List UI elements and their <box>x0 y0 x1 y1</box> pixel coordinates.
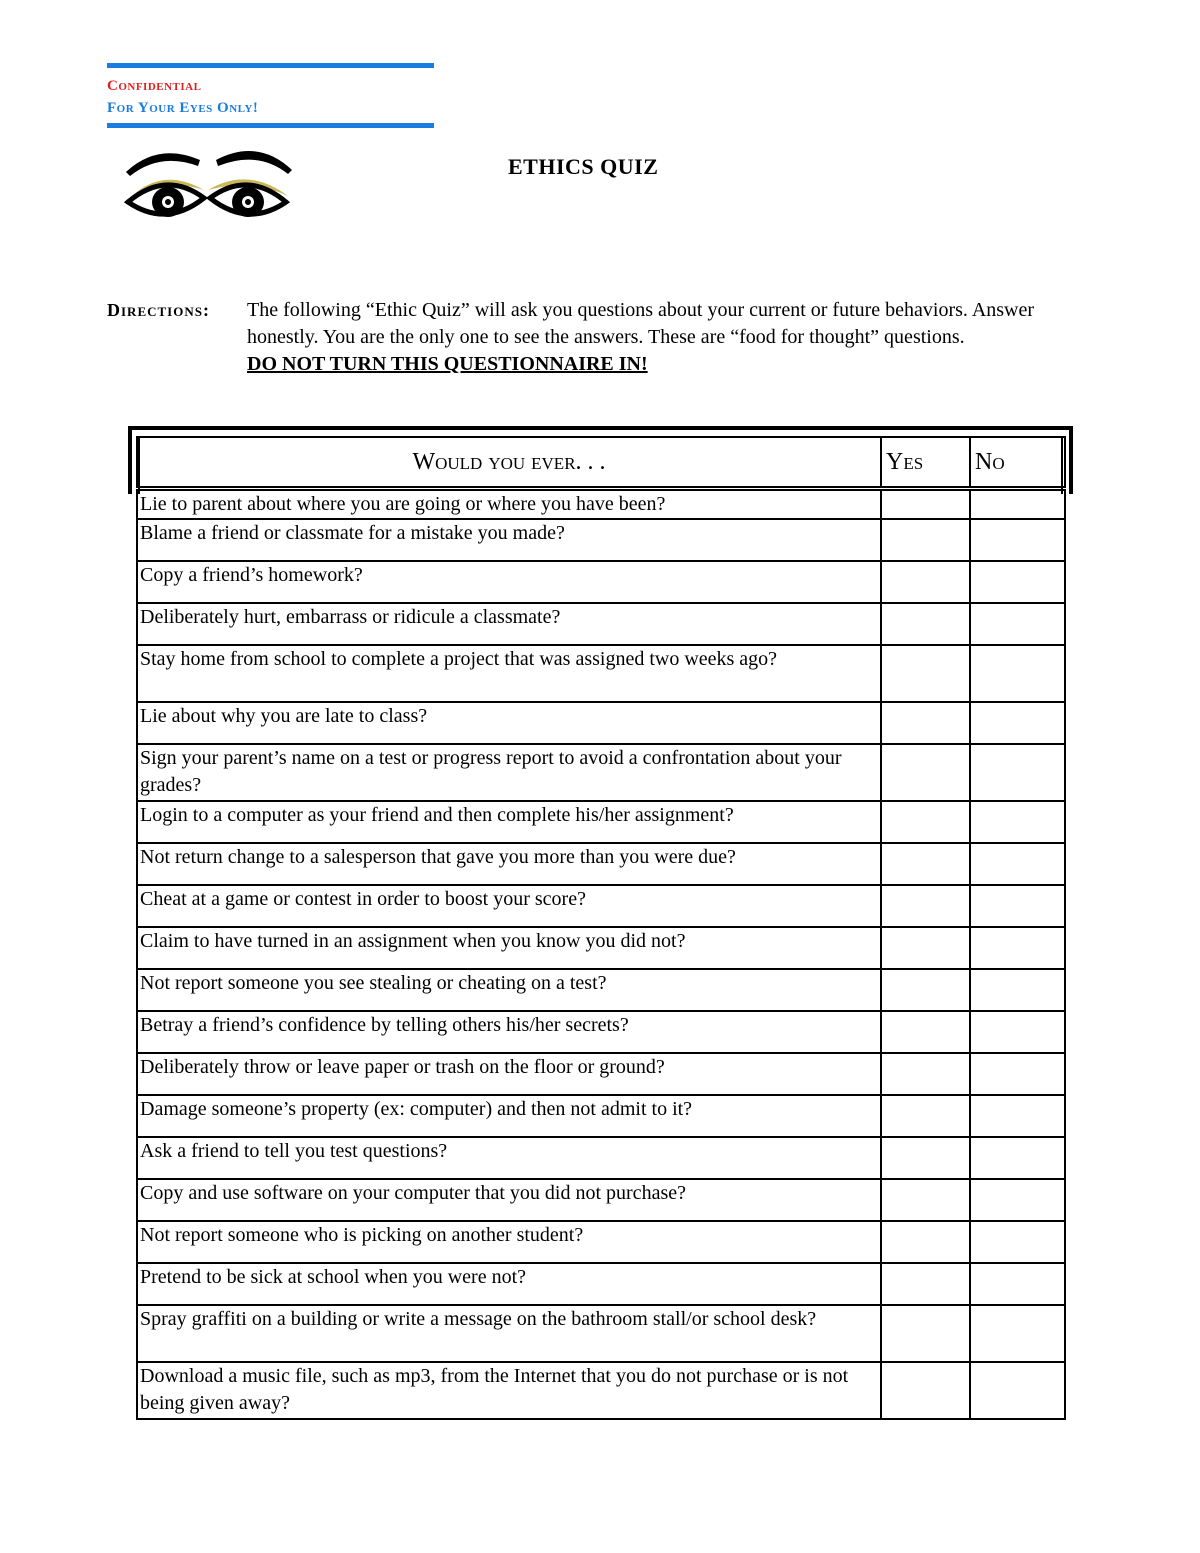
question-text: Sign your parent’s name on a test or progress report to avoid a confrontation about your grades? <box>137 744 881 801</box>
no-answer-cell[interactable] <box>970 519 1065 561</box>
no-answer-cell[interactable] <box>970 885 1065 927</box>
no-answer-cell[interactable] <box>970 744 1065 801</box>
question-text: Stay home from school to complete a project that was assigned two weeks ago? <box>137 645 881 702</box>
yes-answer-cell[interactable] <box>881 1221 970 1263</box>
yes-column-header: Yes <box>881 437 970 489</box>
no-answer-cell[interactable] <box>970 1305 1065 1362</box>
no-answer-cell[interactable] <box>970 645 1065 702</box>
yes-answer-cell[interactable] <box>881 702 970 744</box>
quiz-row <box>137 1137 1065 1179</box>
question-text: Damage someone’s property (ex: computer) and then not admit to it? <box>137 1095 881 1137</box>
no-answer-cell[interactable] <box>970 1362 1065 1419</box>
no-answer-cell[interactable] <box>970 1137 1065 1179</box>
yes-answer-cell[interactable] <box>881 885 970 927</box>
question-text: Lie about why you are late to class? <box>137 702 881 744</box>
yes-answer-cell[interactable] <box>881 489 970 520</box>
confidential-label: Confidential <box>107 78 202 94</box>
page-title: ETHICS QUIZ <box>508 154 659 179</box>
quiz-row <box>137 702 1065 744</box>
yes-answer-cell[interactable] <box>881 843 970 885</box>
no-answer-cell[interactable] <box>970 927 1065 969</box>
quiz-row <box>137 927 1065 969</box>
quiz-row <box>137 519 1065 561</box>
question-text: Login to a computer as your friend and then complete his/her assignment? <box>137 801 881 843</box>
yes-answer-cell[interactable] <box>881 927 970 969</box>
question-text: Claim to have turned in an assignment when you know you did not? <box>137 927 881 969</box>
top-rule <box>107 63 434 68</box>
question-text: Copy and use software on your computer that you did not purchase? <box>137 1179 881 1221</box>
no-answer-cell[interactable] <box>970 1179 1065 1221</box>
yes-answer-cell[interactable] <box>881 1263 970 1305</box>
yes-answer-cell[interactable] <box>881 801 970 843</box>
quiz-row <box>137 969 1065 1011</box>
quiz-row <box>137 1053 1065 1095</box>
quiz-row <box>137 1011 1065 1053</box>
quiz-row <box>137 1221 1065 1263</box>
no-answer-cell[interactable] <box>970 1221 1065 1263</box>
directions-label: Directions: <box>107 300 210 320</box>
bottom-rule <box>107 123 434 128</box>
yes-answer-cell[interactable] <box>881 645 970 702</box>
yes-answer-cell[interactable] <box>881 561 970 603</box>
yes-answer-cell[interactable] <box>881 1137 970 1179</box>
confidential-banner <box>107 63 434 128</box>
yes-answer-cell[interactable] <box>881 603 970 645</box>
directions-warning: DO NOT TURN THIS QUESTIONNAIRE IN! <box>247 353 648 375</box>
question-text: Blame a friend or classmate for a mistake you made? <box>137 519 881 561</box>
no-answer-cell[interactable] <box>970 489 1065 520</box>
yes-answer-cell[interactable] <box>881 1179 970 1221</box>
quiz-row <box>137 1362 1065 1419</box>
quiz-row <box>137 603 1065 645</box>
no-answer-cell[interactable] <box>970 1263 1065 1305</box>
directions-text: The following “Ethic Quiz” will ask you questions about your current or future behaviors. Answer honestly. You are the only one to see the answers. These are “food for thought” questions. <box>247 299 1035 348</box>
quiz-row <box>137 1179 1065 1221</box>
quiz-row <box>137 489 1065 520</box>
no-answer-cell[interactable] <box>970 801 1065 843</box>
yes-answer-cell[interactable] <box>881 1305 970 1362</box>
question-text: Betray a friend’s confidence by telling others his/her secrets? <box>137 1011 881 1053</box>
quiz-row <box>137 1095 1065 1137</box>
yes-answer-cell[interactable] <box>881 1011 970 1053</box>
question-text: Download a music file, such as mp3, from the Internet that you do not purchase or is not being given away? <box>137 1362 881 1419</box>
no-answer-cell[interactable] <box>970 603 1065 645</box>
quiz-row <box>137 843 1065 885</box>
no-answer-cell[interactable] <box>970 561 1065 603</box>
no-answer-cell[interactable] <box>970 843 1065 885</box>
yes-answer-cell[interactable] <box>881 744 970 801</box>
question-text: Not report someone you see stealing or cheating on a test? <box>137 969 881 1011</box>
quiz-row <box>137 561 1065 603</box>
question-text: Spray graffiti on a building or write a message on the bathroom stall/or school desk? <box>137 1305 881 1362</box>
yes-answer-cell[interactable] <box>881 1095 970 1137</box>
no-answer-cell[interactable] <box>970 1053 1065 1095</box>
question-column-header: Would you ever. . . <box>137 437 881 489</box>
question-text: Ask a friend to tell you test questions? <box>137 1137 881 1179</box>
no-column-header: No <box>970 437 1065 489</box>
quiz-table <box>136 436 1066 1420</box>
quiz-row <box>137 645 1065 702</box>
question-text: Copy a friend’s homework? <box>137 561 881 603</box>
question-text: Lie to parent about where you are going or where you have been? <box>137 489 881 520</box>
quiz-row <box>137 885 1065 927</box>
no-answer-cell[interactable] <box>970 702 1065 744</box>
no-answer-cell[interactable] <box>970 969 1065 1011</box>
yes-answer-cell[interactable] <box>881 1053 970 1095</box>
quiz-row <box>137 1263 1065 1305</box>
no-answer-cell[interactable] <box>970 1011 1065 1053</box>
question-text: Deliberately throw or leave paper or trash on the floor or ground? <box>137 1053 881 1095</box>
yes-answer-cell[interactable] <box>881 1362 970 1419</box>
quiz-header-row <box>137 437 1065 489</box>
eyes-only-label: For Your Eyes Only! <box>107 100 259 116</box>
quiz-row <box>137 744 1065 801</box>
quiz-row <box>137 801 1065 843</box>
question-text: Cheat at a game or contest in order to boost your score? <box>137 885 881 927</box>
question-text: Not report someone who is picking on another student? <box>137 1221 881 1263</box>
question-text: Deliberately hurt, embarrass or ridicule a classmate? <box>137 603 881 645</box>
directions-body <box>247 297 1077 378</box>
yes-answer-cell[interactable] <box>881 969 970 1011</box>
quiz-row <box>137 1305 1065 1362</box>
question-text: Not return change to a salesperson that gave you more than you were due? <box>137 843 881 885</box>
yes-answer-cell[interactable] <box>881 519 970 561</box>
eyes-icon <box>118 140 298 228</box>
question-text: Pretend to be sick at school when you were not? <box>137 1263 881 1305</box>
no-answer-cell[interactable] <box>970 1095 1065 1137</box>
